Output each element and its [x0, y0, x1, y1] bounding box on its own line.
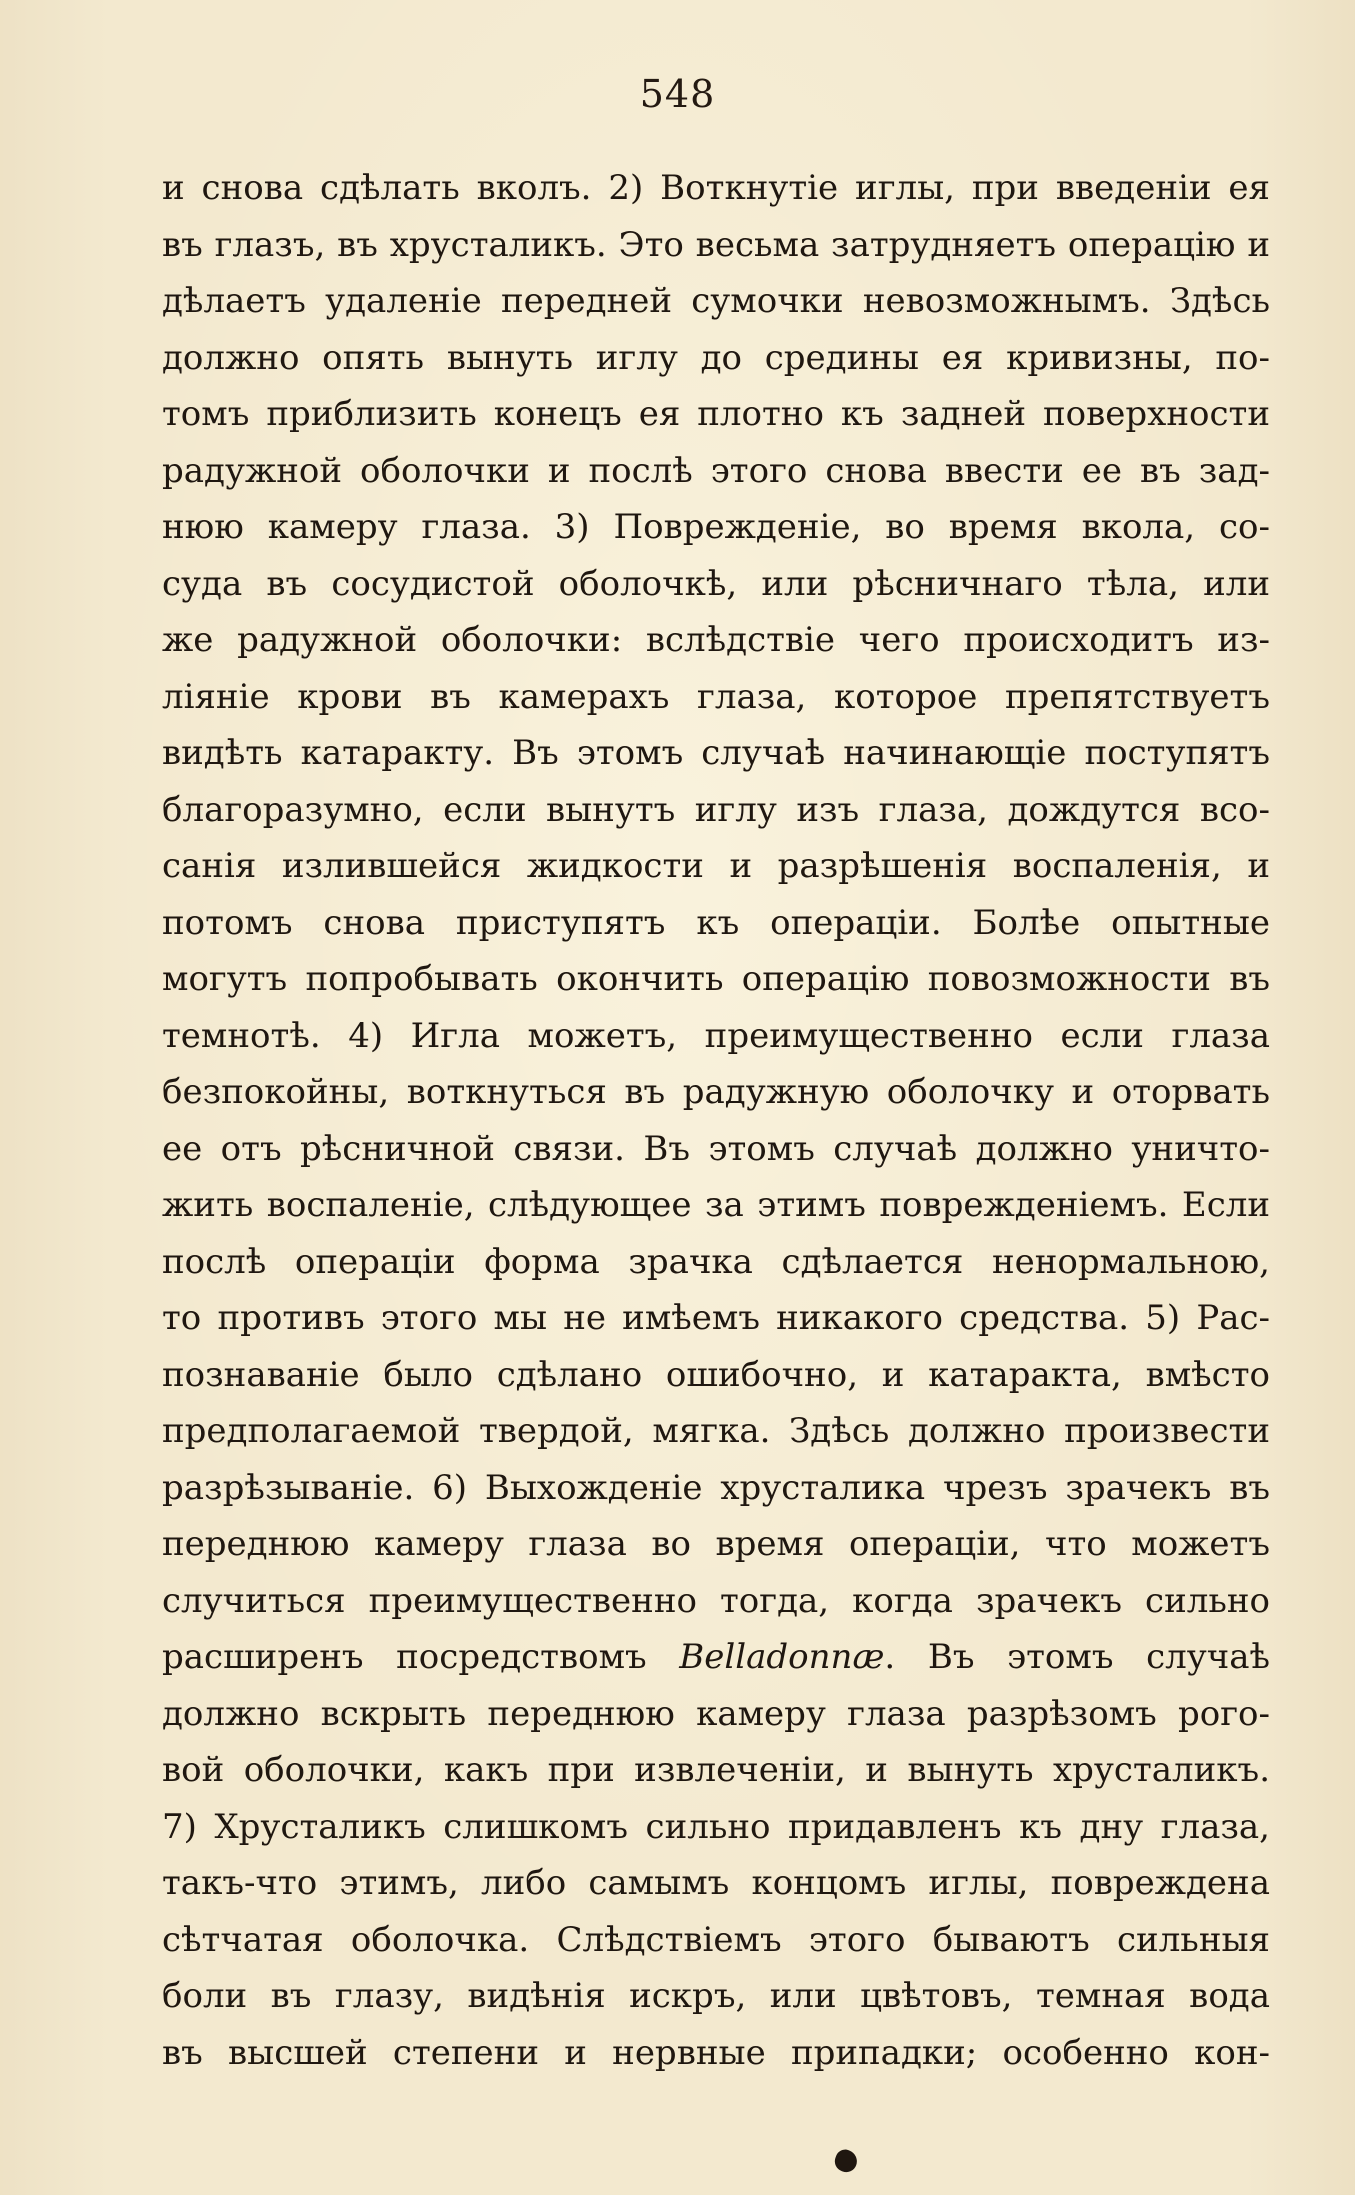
text-line: 7) Хрусталикъ слишкомъ сильно придавленъ къ дну глаза,	[162, 1806, 1270, 1847]
text-line: познаваніе было сдѣлано ошибочно, и катаракта, вмѣсто	[162, 1354, 1270, 1395]
text-line: предполагаемой твердой, мягка. Здѣсь должно произвести	[162, 1411, 1270, 1451]
text-line: же радужной оболочки: вслѣдствіе чего происходитъ из-	[162, 620, 1270, 660]
text-line: послѣ операціи форма зрачка сдѣлается ненормальною,	[162, 1241, 1270, 1282]
body-text	[162, 160, 1270, 2081]
page-number: 548	[639, 72, 716, 116]
text-line: потомъ снова приступятъ къ операціи. Болѣе опытные	[162, 902, 1270, 943]
text-line: расширенъ посредствомъ Belladonnæ. Въ этомъ случаѣ	[162, 1637, 1270, 1677]
text-line: должно вскрыть переднюю камеру глаза разрѣзомъ рого-	[162, 1693, 1270, 1734]
text-line: должно опять вынуть иглу до средины ея кривизны, по-	[162, 337, 1270, 378]
text-line: то противъ этого мы не имѣемъ никакого средства. 5) Рас-	[162, 1298, 1270, 1338]
text-line: дѣлаетъ удаленіе передней сумочки невозможнымъ. Здѣсь	[162, 281, 1270, 321]
text-line: такъ-что этимъ, либо самымъ концомъ иглы, повреждена	[162, 1863, 1270, 1903]
text-line: и снова сдѣлать вколъ. 2) Воткнутіе иглы, при введеніи ея	[162, 168, 1270, 208]
text-line: могутъ попробывать окончить операцію повозможности въ	[162, 959, 1270, 999]
text-line: томъ приблизить конецъ ея плотно къ задней поверхности	[162, 394, 1270, 434]
text-line: темнотѣ. 4) Игла можетъ, преимущественно если глаза	[162, 1015, 1270, 1056]
text-line: ліяніе крови въ камерахъ глаза, которое препятствуетъ	[162, 676, 1270, 717]
text-line: боли въ глазу, видѣнія искръ, или цвѣтовъ, темная вода	[162, 1976, 1270, 2016]
text-line: санія излившейся жидкости и разрѣшенія воспаленія, и	[162, 846, 1270, 886]
text-line: ее отъ рѣсничной связи. Въ этомъ случаѣ должно уничто-	[162, 1128, 1270, 1169]
text-line: въ глазъ, въ хрусталикъ. Это весьма затрудняетъ операцію и	[162, 224, 1270, 265]
text-line: разрѣзываніе. 6) Выхожденіе хрусталика чрезъ зрачекъ въ	[162, 1467, 1270, 1508]
text-line: въ высшей степени и нервные припадки; особенно кон-	[162, 2032, 1270, 2073]
text-line: случиться преимущественно тогда, когда зрачекъ сильно	[162, 1580, 1270, 1621]
text-line: жить воспаленіе, слѣдующее за этимъ поврежденіемъ. Если	[162, 1185, 1270, 1225]
ink-blot-ornament	[832, 2147, 860, 2175]
latin-term: Belladonnæ	[679, 1637, 885, 1677]
text-line: безпокойны, воткнуться въ радужную оболочку и оторвать	[162, 1072, 1270, 1112]
text-line: переднюю камеру глаза во время операціи, что можетъ	[162, 1524, 1270, 1564]
text-line: суда въ сосудистой оболочкѣ, или рѣсничнаго тѣла, или	[162, 563, 1270, 604]
text-line: сѣтчатая оболочка. Слѣдствіемъ этого бываютъ сильныя	[162, 1919, 1270, 1960]
text-line: нюю камеру глаза. 3) Поврежденіе, во время вкола, со-	[162, 507, 1270, 547]
text-line: благоразумно, если вынутъ иглу изъ глаза, дождутся вcо-	[162, 789, 1270, 830]
text-line: вой оболочки, какъ при извлеченіи, и вынуть хрусталикъ.	[162, 1750, 1270, 1790]
text-line: радужной оболочки и послѣ этого снова ввести ее въ зад-	[162, 450, 1270, 491]
text-line: видѣть катаракту. Въ этомъ случаѣ начинающіе поступятъ	[162, 733, 1270, 773]
